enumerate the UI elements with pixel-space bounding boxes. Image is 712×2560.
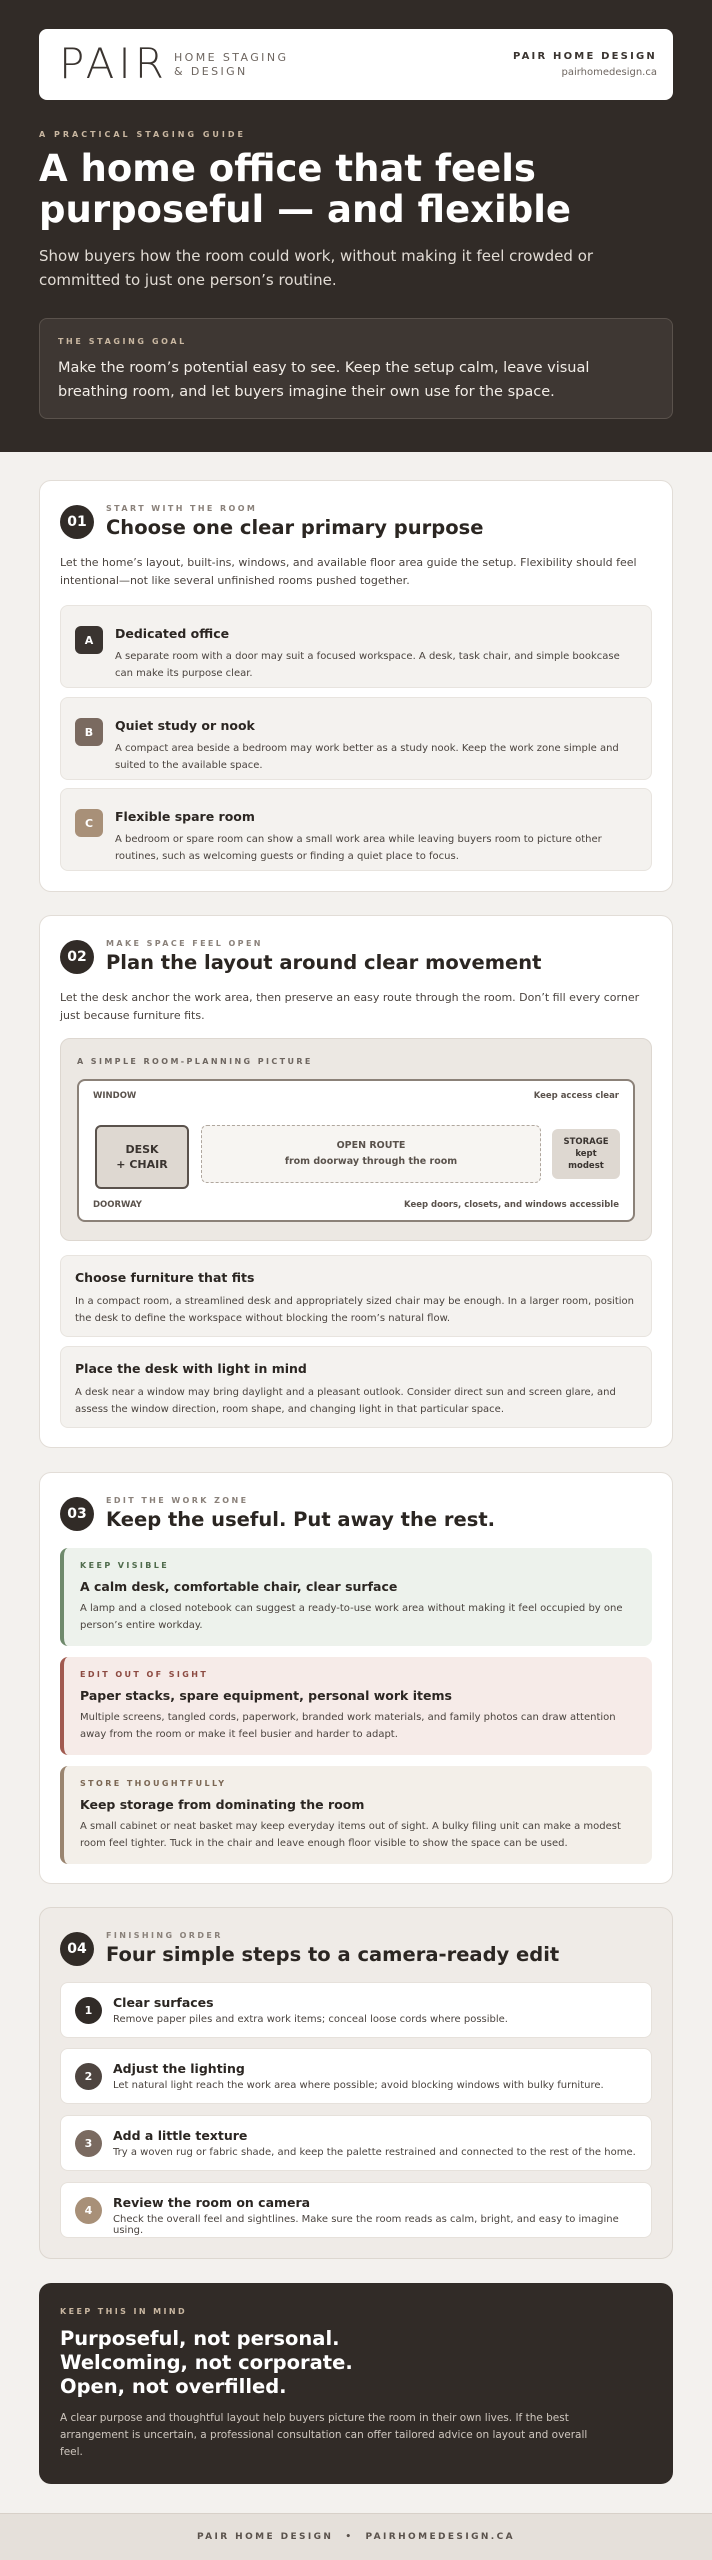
brand-contact [513, 51, 657, 78]
zone-keep-visible [60, 1548, 652, 1646]
room-planning-diagram [60, 1038, 652, 1241]
closing-line-3: Open, not overfilled. [60, 2375, 287, 2398]
step-card [60, 2048, 652, 2104]
tip-card [60, 1255, 652, 1337]
step-title: Add a little texture [113, 2128, 248, 2143]
zone-kicker: KEEP VISIBLE [80, 1561, 170, 1570]
logo-subtitle [174, 51, 288, 79]
section-title: Choose one clear primary purpose [106, 516, 484, 539]
section-edit-work-zone [39, 1472, 673, 1884]
brand-name: PAIR HOME DESIGN [512, 51, 657, 62]
open-route-zone [201, 1125, 541, 1183]
section-intro: Let the desk anchor the work area, then preserve an easy route through the room. Don’t fill every corner just because furniture fits. [60, 991, 640, 1022]
step-number: 3 [75, 2130, 102, 2157]
zone-edit-out [60, 1657, 652, 1755]
step-text: Try a woven rug or fabric shade, and keep the palette restrained and connected to the rest of the home. [113, 2147, 636, 2158]
section-number: 04 [60, 1932, 94, 1966]
option-text: A bedroom or spare room can show a small work area while leaving buyers room to picture other routines, such as welcoming guests or finding a quiet place to focus. [115, 834, 602, 862]
storage-note-2: modest [568, 1161, 604, 1171]
section-number: 03 [60, 1497, 94, 1531]
section-kicker: START WITH THE ROOM [106, 504, 258, 513]
storage-label: STORAGE [563, 1137, 609, 1147]
closing-text: A clear purpose and thoughtful layout help buyers picture the room in their own lives. If the best arrangement is uncertain, a professional consultation can offer tailored advice on layout and overall feel. [60, 2412, 588, 2458]
zone-kicker: EDIT OUT OF SIGHT [80, 1670, 209, 1679]
step-title: Review the room on camera [113, 2195, 311, 2210]
section-number: 02 [60, 940, 94, 974]
section-kicker: FINISHING ORDER [106, 1931, 223, 1940]
tip-title: Choose furniture that fits [75, 1270, 255, 1285]
header-card [39, 29, 673, 100]
hero-eyebrow: A PRACTICAL STAGING GUIDE [39, 130, 246, 139]
option-badge: A [75, 626, 103, 654]
step-number: 4 [75, 2197, 102, 2224]
page-title-line2: purposeful — and flexible [39, 188, 571, 231]
storage-zone [552, 1129, 620, 1179]
option-title: Dedicated office [115, 626, 230, 641]
step-card [60, 2115, 652, 2171]
window-label: WINDOW [93, 1091, 137, 1101]
option-card [60, 605, 652, 688]
section-finishing-steps [39, 1907, 673, 2259]
page-title-line1: A home office that feels [39, 147, 536, 190]
step-number: 2 [75, 2063, 102, 2090]
desk-label: DESK [125, 1143, 159, 1156]
section-primary-purpose [39, 480, 673, 892]
logo-subtitle-line1: HOME STAGING [174, 51, 289, 64]
step-text: Remove paper piles and extra work items; conceal loose cords where possible. [113, 2014, 508, 2025]
footer [0, 2513, 712, 2560]
desk-zone [95, 1125, 189, 1189]
staging-goal-card [39, 318, 673, 419]
zone-store-thoughtfully [60, 1766, 652, 1864]
option-title: Quiet study or nook [115, 718, 255, 733]
access-label: Keep access clear [533, 1091, 619, 1101]
step-title: Adjust the lighting [113, 2061, 245, 2076]
closing-kicker: KEEP THIS IN MIND [60, 2307, 187, 2316]
section-intro: Let the home’s layout, built-ins, windows, and available floor area guide the setup. Flexibility should feel intentional—not like several unfinished rooms pushed together. [60, 556, 637, 587]
staging-goal-text: Make the room’s potential easy to see. Keep the setup calm, leave visual breathing room, and let buyers imagine their own use for the space. [58, 360, 590, 400]
step-card [60, 1982, 652, 2038]
section-kicker: EDIT THE WORK ZONE [106, 1496, 249, 1505]
option-title: Flexible spare room [115, 809, 255, 824]
accessible-label: Keep doors, closets, and windows accessible [404, 1200, 619, 1210]
option-badge: C [75, 809, 103, 837]
zone-title: Keep storage from dominating the room [80, 1797, 365, 1812]
step-number: 1 [75, 1997, 102, 2024]
section-layout-movement [39, 915, 673, 1448]
section-title: Four simple steps to a camera-ready edit [106, 1943, 560, 1966]
zone-title: A calm desk, comfortable chair, clear surface [80, 1579, 398, 1594]
closing-line-2: Welcoming, not corporate. [60, 2351, 353, 2374]
logo[interactable]: PAIR [59, 39, 168, 88]
zone-kicker: STORE THOUGHTFULLY [80, 1779, 227, 1788]
route-description: from doorway through the room [284, 1156, 458, 1167]
option-badge: B [75, 718, 103, 746]
room-outline [77, 1079, 635, 1222]
footer-separator: • [345, 2532, 354, 2542]
section-title: Keep the useful. Put away the rest. [106, 1508, 496, 1531]
zone-text: Multiple screens, tangled cords, paperwork, branded work materials, and family photos can draw attention away from the room or make it feel busier and harder to adapt. [80, 1712, 616, 1740]
hero-subtitle: Show buyers how the room could work, without making it feel crowded or committed to just one person’s routine. [39, 247, 594, 289]
chair-label: + CHAIR [116, 1158, 168, 1171]
hero-section [0, 0, 712, 452]
zone-text: A small cabinet or neat basket may keep everyday items out of sight. A bulky filing unit can make a modest room feel tighter. Tuck in the chair and leave enough floor visible to show the space can be used. [80, 1821, 621, 1849]
page-title [39, 148, 639, 230]
step-card [60, 2182, 652, 2238]
option-card [60, 788, 652, 871]
closing-card [39, 2283, 673, 2484]
footer-url[interactable]: PAIRHOMEDESIGN.CA [365, 2532, 515, 2542]
tip-card [60, 1346, 652, 1428]
option-text: A separate room with a door may suit a focused workspace. A desk, task chair, and simple bookcase can make its purpose clear. [115, 651, 620, 679]
step-text: Check the overall feel and sightlines. Make sure the room reads as calm, bright, and easy to imagine using. [113, 2214, 619, 2236]
diagram-label: A SIMPLE ROOM-PLANNING PICTURE [77, 1057, 313, 1066]
step-title: Clear surfaces [113, 1995, 214, 2010]
tip-title: Place the desk with light in mind [75, 1361, 307, 1376]
brand-url[interactable]: pairhomedesign.ca [561, 67, 657, 78]
doorway-label: DOORWAY [93, 1200, 142, 1210]
tip-text: In a compact room, a streamlined desk and appropriately sized chair may be enough. In a larger room, position the desk to define the workspace without blocking the room’s natural flow. [75, 1296, 634, 1324]
zone-text: A lamp and a closed notebook can suggest a ready-to-use work area without making it feel occupied by one person’s entire workday. [80, 1603, 623, 1631]
route-label: OPEN ROUTE [336, 1140, 406, 1151]
storage-note-1: kept [575, 1149, 597, 1159]
footer-brand: PAIR HOME DESIGN [197, 2532, 334, 2542]
section-number: 01 [60, 505, 94, 539]
logo-subtitle-line2: & DESIGN [174, 65, 248, 78]
staging-goal-label: THE STAGING GOAL [58, 337, 187, 346]
section-kicker: MAKE SPACE FEEL OPEN [106, 939, 263, 948]
section-title: Plan the layout around clear movement [106, 951, 542, 974]
tip-text: A desk near a window may bring daylight and a pleasant outlook. Consider direct sun and screen glare, and assess the window direction, room shape, and changing light in that particular space. [75, 1387, 616, 1415]
closing-line-1: Purposeful, not personal. [60, 2327, 340, 2350]
zone-title: Paper stacks, spare equipment, personal work items [80, 1688, 452, 1703]
option-text: A compact area beside a bedroom may work better as a study nook. Keep the work zone simple and suited to the available space. [115, 743, 619, 771]
step-text: Let natural light reach the work area where possible; avoid blocking windows with bulky furniture. [113, 2080, 604, 2091]
option-card [60, 697, 652, 780]
